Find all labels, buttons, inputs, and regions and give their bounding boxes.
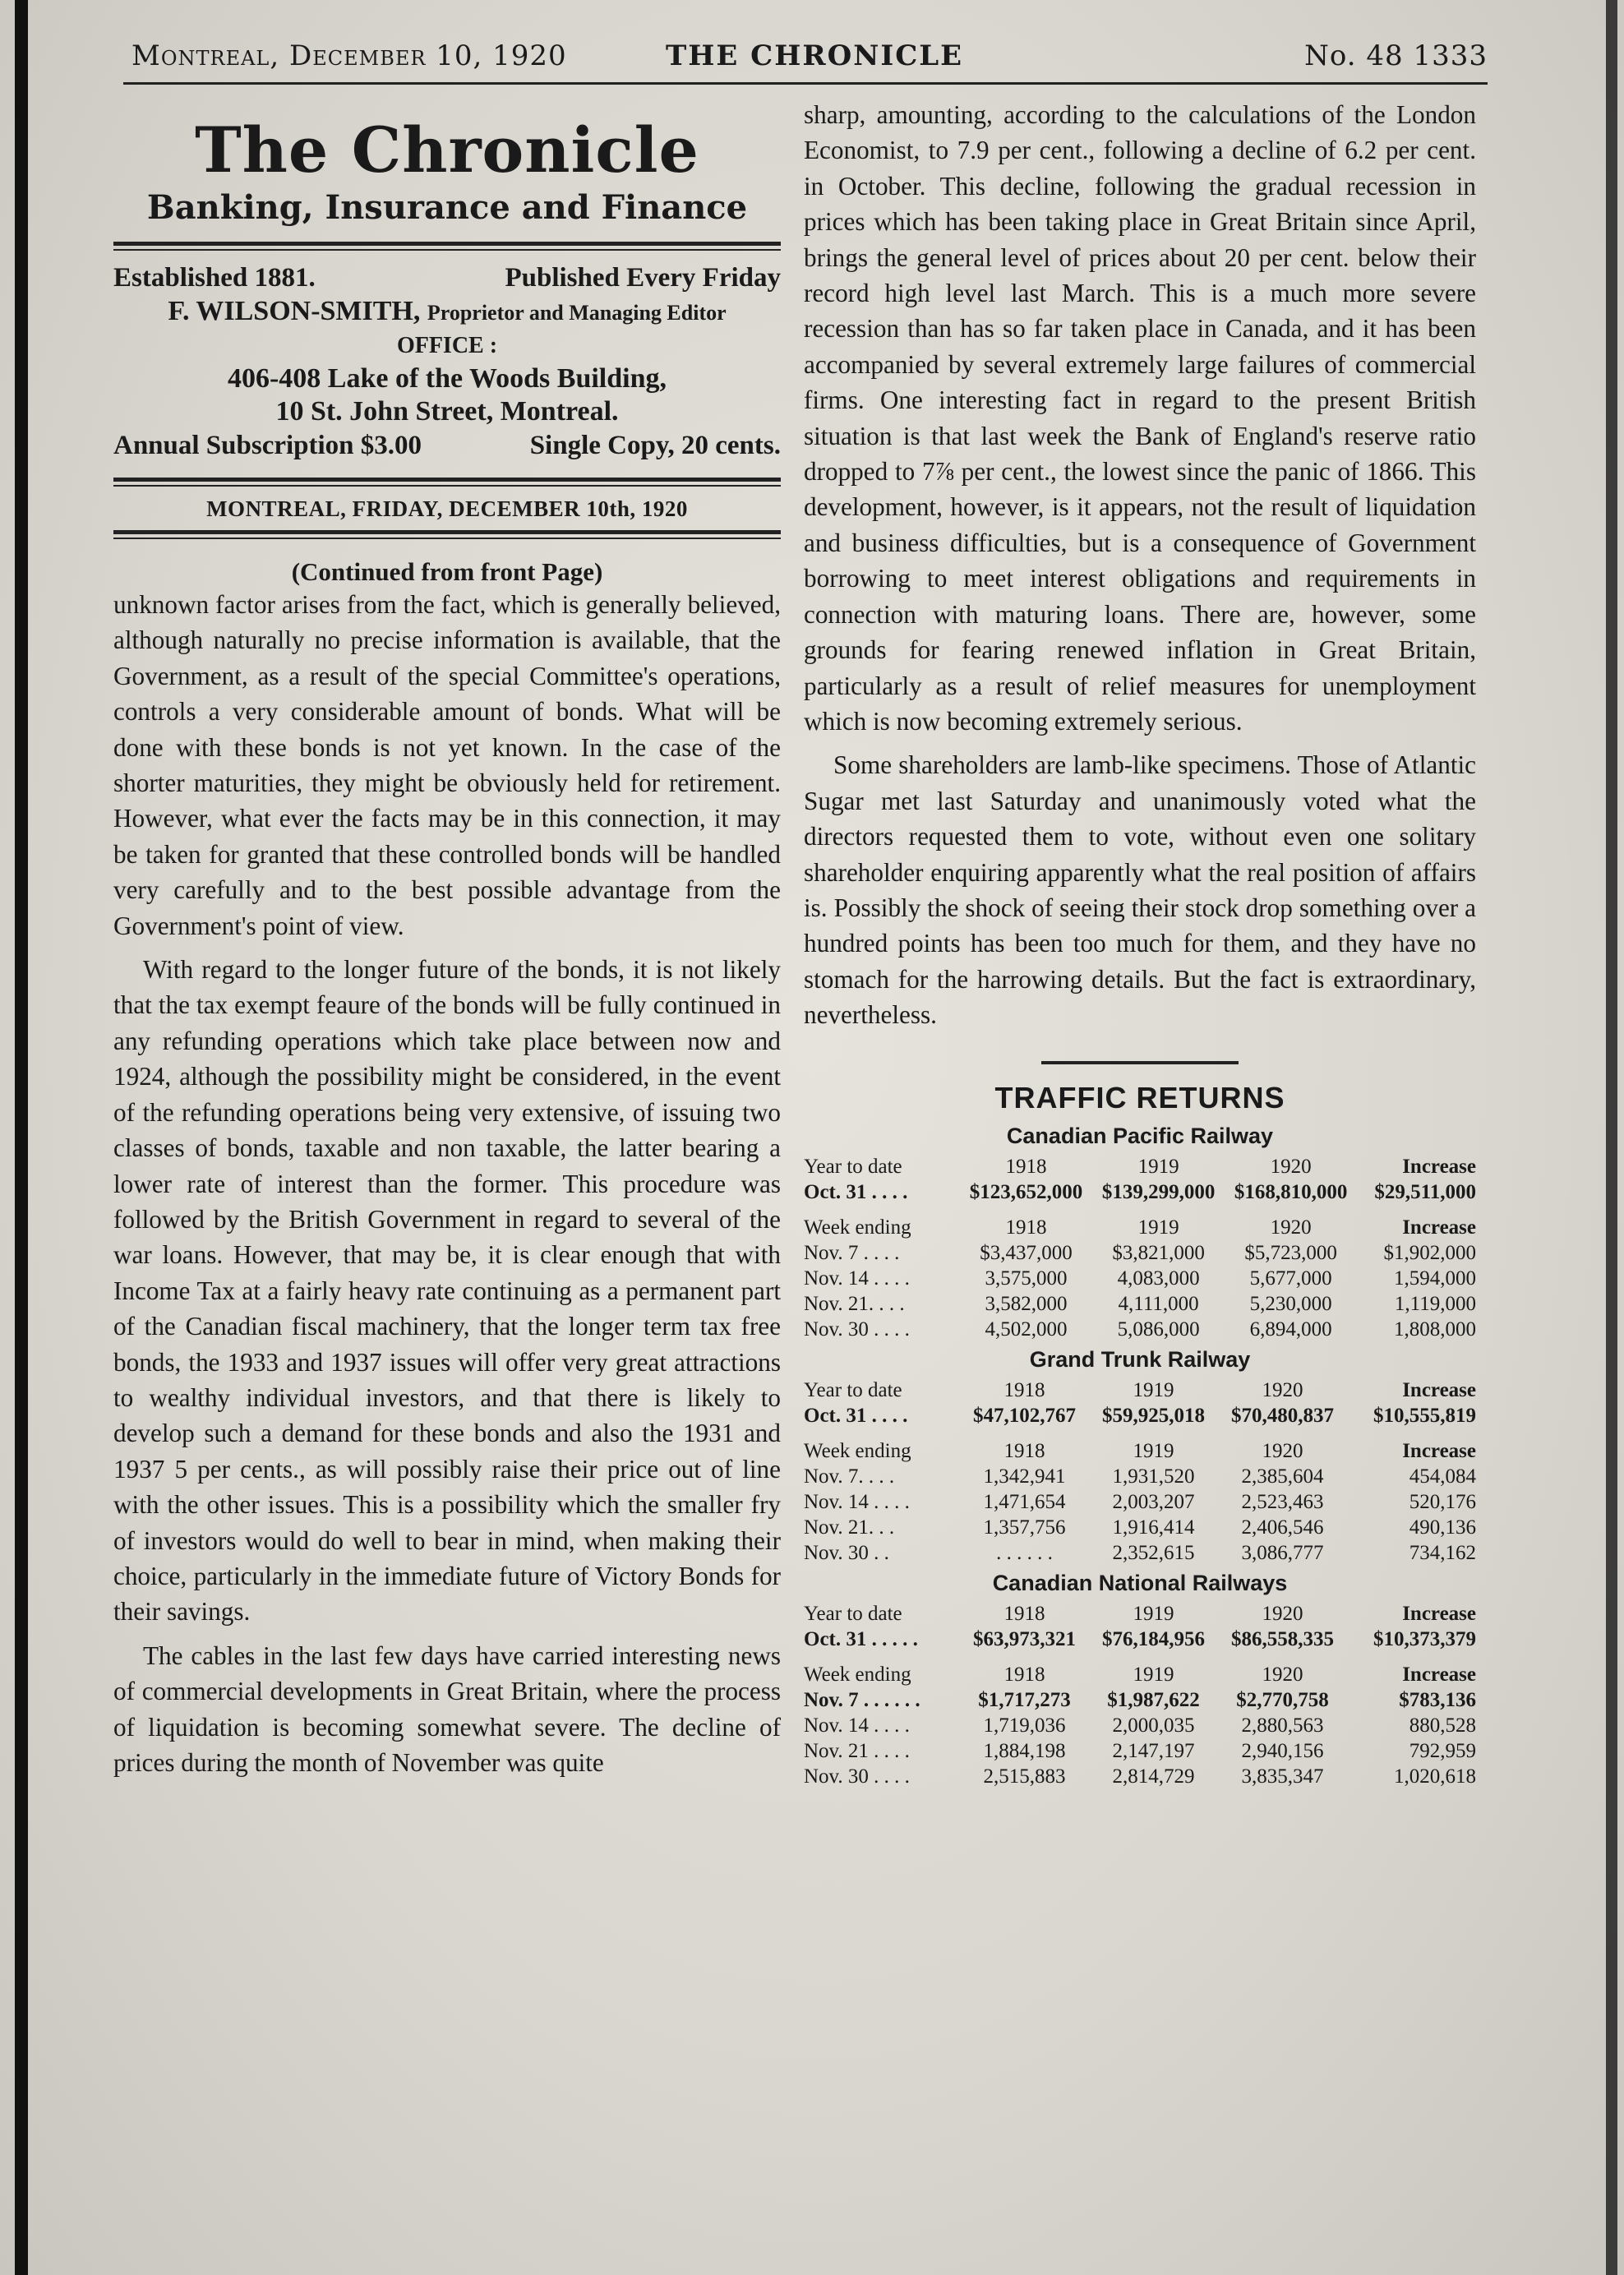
table-cell: Year to date [804, 1602, 902, 1625]
table-cell: 6,894,000 [1249, 1317, 1332, 1341]
masthead-rule [113, 242, 781, 251]
railway-section-gtr [804, 1347, 1476, 1566]
table-cell: $63,973,321 [973, 1627, 1076, 1650]
article-paragraph: sharp, amounting, according to the calculations of the London Economist, to 7.9 per cent., following a decline of 6.2 per cent. in October. This decline, following the gradual recession in prices which has been taking place in Great Britain since April, brings the general level of prices about 20 per cent. below their record high level last March. This is a much more severe recession than has so far taken place in Canada, and it has been accompanied by several extremely large failures of commercial firms. One interesting fact in regard to the present British situation is that last week the Bank of England's reserve ratio dropped to 7⅞ per cent., the lowest since the panic of 1866. This development, however, is it appears, not the result of liquidation and business difficulties, but is a consequence of Government borrowing to meet interest obligations and requirements in connection with maturing loans. There are, however, some grounds for fearing renewed inflation in Great Britain, particularly as a result of relief measures for unemployment which is now becoming extremely serious. [804, 100, 1476, 736]
table-cell: 4,083,000 [1117, 1267, 1200, 1290]
table-cell: 5,230,000 [1249, 1292, 1332, 1315]
table-cell: $5,723,000 [1244, 1241, 1337, 1264]
table-cell: 1,884,198 [983, 1739, 1066, 1762]
table-cell: 1,020,618 [1394, 1765, 1476, 1788]
article-paragraph: unknown factor arises from the fact, which is generally believed, although naturally no precise information is available, that the Government, as a result of the special Committee's operations, controls a very considerable amount of bonds. What will be done with these bonds is not yet known. In the case of the shorter maturities, they might be obviously held for retirement. However, what ever the facts may be in this connection, it may be taken for granted that these controlled bonds will be handled very carefully and to the best possible advantage from the Government's point of view. [113, 590, 781, 940]
table-cell: 1920 [1270, 1155, 1312, 1178]
table-row [804, 1179, 1476, 1205]
table-cell: Nov. 7 . . . . . . [804, 1688, 920, 1711]
table-cell: 734,162 [1409, 1541, 1476, 1564]
table-cell: 1919 [1137, 1155, 1179, 1178]
proprietor-role: Proprietor and Managing Editor [427, 301, 727, 325]
table-cell: $76,184,956 [1102, 1627, 1205, 1650]
table-row [804, 1515, 1476, 1540]
table-cell: 490,136 [1409, 1516, 1476, 1539]
continued-note: (Continued from front Page) [291, 557, 603, 586]
table-cell: Nov. 30 . . . . [804, 1317, 910, 1341]
table-cell: Increase [1402, 1439, 1476, 1462]
table-cell: Nov. 7 . . . . [804, 1241, 900, 1264]
table-cell: Increase [1402, 1663, 1476, 1686]
table-row [804, 1489, 1476, 1515]
scan-edge-right [1606, 0, 1617, 2275]
table-cell: Nov. 30 . . . . [804, 1765, 910, 1788]
subscription-info [113, 428, 781, 463]
table-cell: 1919 [1133, 1602, 1174, 1625]
table-cell: $47,102,767 [973, 1404, 1076, 1427]
table-cell: 1,119,000 [1394, 1292, 1476, 1315]
table-cell: 880,528 [1409, 1714, 1476, 1737]
table-cell: 3,575,000 [985, 1267, 1068, 1290]
table-cell: 1920 [1262, 1378, 1303, 1401]
table-cell: 1,357,756 [983, 1516, 1066, 1539]
table-cell: $2,770,758 [1236, 1688, 1329, 1711]
table-header-row [804, 1149, 1476, 1179]
running-head [123, 39, 1488, 81]
table-cell: $86,558,335 [1231, 1627, 1334, 1650]
proprietor-name: F. WILSON-SMITH, [168, 296, 421, 326]
table-cell: 1919 [1133, 1439, 1174, 1462]
right-column [804, 97, 1476, 1789]
running-head-date: Montreal, December 10, 1920 [131, 39, 567, 72]
railway-name: Grand Trunk Railway [1029, 1346, 1251, 1372]
table-cell: 1919 [1133, 1378, 1174, 1401]
table-cell: 3,582,000 [985, 1292, 1068, 1315]
table-cell: 1,808,000 [1394, 1317, 1476, 1341]
table-cell: 2,940,156 [1241, 1739, 1324, 1762]
table-cell: 1919 [1137, 1216, 1179, 1239]
scan-edge-left [15, 0, 28, 2275]
table-cell: Nov. 21. . . . [804, 1292, 905, 1315]
traffic-returns-title: TRAFFIC RETURNS [994, 1080, 1285, 1114]
table-cell: $1,902,000 [1383, 1241, 1476, 1264]
table-row [804, 1713, 1476, 1738]
table-cell: . . . . . . [996, 1541, 1053, 1564]
table-cell: 1918 [1003, 1602, 1045, 1625]
table-cell: Nov. 21 . . . . [804, 1739, 910, 1762]
table-row [804, 1291, 1476, 1317]
table-cell: 3,086,777 [1241, 1541, 1324, 1564]
table-cell: $29,511,000 [1374, 1180, 1476, 1203]
article-paragraph: With regard to the longer future of the bonds, it is not likely that the tax exempt feaure of the bonds will be fully continued in any refunding operations which take place between now and 1924, although the possibility might be considered, in the event of the refunding operations being very extensive, of issuing two classes of bonds, taxable and non taxable, the latter bearing a lower rate of interest than the former. This procedure was followed by the British Government in regard to several of the war loans. However, that may be, it is clear enough that with Income Tax at a fairly heavy rate continuing as a permanent part of the Canadian fiscal machinery, that the longer term tax free bonds, the 1933 and 1937 issues will offer very great attractions to wealthy individual investors, and that there is likely to develop such a demand for these bonds and also the 1931 and 1937 5 per cents., as will possibly raise their price out of line with the other issues. This is a possibility which the smaller fry of investors would do well to bear in mind, when making their choice, particularly in the immediate future of Victory Bonds for their savings. [113, 955, 781, 1627]
table-row [804, 1240, 1476, 1266]
table-cell: Oct. 31 . . . . [804, 1404, 908, 1427]
masthead-subtitle: Banking, Insurance and Finance [146, 188, 748, 227]
table-row [804, 1266, 1476, 1291]
table-cell: 2,147,197 [1112, 1739, 1195, 1762]
table-cell: Increase [1402, 1155, 1476, 1178]
traffic-table [804, 1149, 1476, 1342]
table-cell: 1918 [1005, 1216, 1047, 1239]
running-head-rule [123, 82, 1488, 85]
table-cell: 1,719,036 [983, 1714, 1066, 1737]
table-cell: 2,880,563 [1241, 1714, 1324, 1737]
published-text: Published Every Friday [505, 263, 781, 293]
office-label: OFFICE : [396, 333, 498, 358]
section-divider [1041, 1061, 1239, 1064]
table-cell: 1,471,654 [983, 1490, 1066, 1513]
table-cell: 4,502,000 [985, 1317, 1068, 1341]
running-head-title: THE CHRONICLE [666, 39, 964, 72]
table-cell: 5,086,000 [1117, 1317, 1200, 1341]
table-cell: 1918 [1003, 1663, 1045, 1686]
table-row [804, 1317, 1476, 1342]
table-row [804, 1540, 1476, 1566]
traffic-table [804, 1596, 1476, 1789]
dateline-rule-bottom [113, 530, 781, 539]
table-cell: Nov. 14 . . . . [804, 1267, 910, 1290]
article-paragraph: The cables in the last few days have carried interesting news of commercial developments in Great Britain, where the process of liquidation is becoming somewhat severe. The decline of prices during the month of November was quite [113, 1640, 781, 1777]
table-cell: $10,555,819 [1373, 1404, 1476, 1427]
table-row [804, 1627, 1476, 1652]
table-cell: 1920 [1262, 1602, 1303, 1625]
table-cell: Oct. 31 . . . . . [804, 1627, 918, 1650]
table-cell: 1,916,414 [1112, 1516, 1195, 1539]
table-cell: $70,480,837 [1231, 1404, 1334, 1427]
table-cell: $123,652,000 [969, 1180, 1083, 1203]
table-cell: 1919 [1133, 1663, 1174, 1686]
table-cell: Nov. 14 . . . . [804, 1714, 910, 1737]
table-cell: 454,084 [1409, 1465, 1476, 1488]
table-cell: Increase [1402, 1378, 1476, 1401]
table-cell: 4,111,000 [1118, 1292, 1199, 1315]
table-cell: Week ending [804, 1663, 911, 1686]
single-copy-price: Single Copy, 20 cents. [529, 431, 781, 460]
table-cell: $168,810,000 [1234, 1180, 1348, 1203]
table-cell: 2,406,546 [1241, 1516, 1324, 1539]
table-cell: Increase [1402, 1602, 1476, 1625]
table-cell: $139,299,000 [1101, 1180, 1216, 1203]
table-cell: 1920 [1262, 1663, 1303, 1686]
table-cell: 1920 [1262, 1439, 1303, 1462]
table-cell: 2,515,883 [983, 1765, 1066, 1788]
article-paragraph: Some shareholders are lamb-like specimens. Those of Atlantic Sugar met last Saturday and unanimously voted what the directors requested them to vote, without even one solitary shareholder enquiring apparently what the real position of affairs is. Possibly the shock of seeing their stock drop something over a hundred points has been too much for them, and they have no stomach for the harrowing details. But the fact is extraordinary, nevertheless. [804, 750, 1476, 1030]
dateline-rule-top [113, 478, 781, 487]
table-cell: Nov. 14 . . . . [804, 1490, 910, 1513]
table-cell: 1918 [1003, 1439, 1045, 1462]
publication-info [113, 261, 781, 295]
table-cell: 1,931,520 [1112, 1465, 1195, 1488]
railway-name: Canadian Pacific Railway [1006, 1123, 1274, 1148]
table-cell: 2,385,604 [1241, 1465, 1324, 1488]
table-cell: $3,437,000 [980, 1241, 1073, 1264]
table-header-row [804, 1596, 1476, 1627]
traffic-table [804, 1373, 1476, 1566]
established-text: Established 1881. [113, 263, 316, 293]
table-cell: 2,000,035 [1112, 1714, 1195, 1737]
table-header-row [804, 1205, 1476, 1240]
table-cell: 1,594,000 [1394, 1267, 1476, 1290]
table-cell: 792,959 [1409, 1739, 1476, 1762]
table-cell: $1,987,622 [1107, 1688, 1200, 1711]
table-cell: 2,523,463 [1241, 1490, 1324, 1513]
table-row [804, 1738, 1476, 1764]
table-row [804, 1464, 1476, 1489]
table-header-row [804, 1428, 1476, 1464]
masthead-title: The Chronicle [195, 113, 699, 187]
table-header-row [804, 1652, 1476, 1687]
table-cell: 520,176 [1409, 1490, 1476, 1513]
running-head-page-number: No. 48 1333 [1304, 39, 1488, 72]
proprietor-line [113, 295, 781, 330]
table-cell: $3,821,000 [1112, 1241, 1205, 1264]
table-cell: 2,003,207 [1112, 1490, 1195, 1513]
office-address-1: 406-408 Lake of the Woods Building, [227, 363, 667, 394]
table-cell: 1918 [1003, 1378, 1045, 1401]
table-row [804, 1764, 1476, 1789]
table-cell: Week ending [804, 1216, 911, 1239]
table-cell: Oct. 31 . . . . [804, 1180, 908, 1203]
table-cell: 1918 [1005, 1155, 1047, 1178]
table-cell: 5,677,000 [1249, 1267, 1332, 1290]
office-address-2: 10 St. John Street, Montreal. [275, 396, 619, 427]
table-row [804, 1403, 1476, 1428]
table-cell: 2,352,615 [1112, 1541, 1195, 1564]
table-cell: $1,717,273 [978, 1688, 1071, 1711]
railway-section-cnr [804, 1571, 1476, 1789]
table-cell: Nov. 30 . . [804, 1541, 889, 1564]
annual-subscription: Annual Subscription $3.00 [113, 431, 422, 460]
table-cell: Week ending [804, 1439, 911, 1462]
table-cell: $59,925,018 [1102, 1404, 1205, 1427]
table-row [804, 1687, 1476, 1713]
left-column [113, 97, 781, 1780]
table-cell: 3,835,347 [1241, 1765, 1324, 1788]
table-cell: 1,342,941 [983, 1465, 1066, 1488]
table-cell: $10,373,379 [1373, 1627, 1476, 1650]
railway-name: Canadian National Railways [992, 1570, 1288, 1595]
table-cell: 1920 [1270, 1216, 1312, 1239]
railway-section-cpr [804, 1124, 1476, 1342]
table-cell: Year to date [804, 1155, 902, 1178]
table-cell: 2,814,729 [1112, 1765, 1195, 1788]
table-cell: Nov. 21. . . [804, 1516, 895, 1539]
table-cell: Year to date [804, 1378, 902, 1401]
table-cell: Nov. 7. . . . [804, 1465, 895, 1488]
table-header-row [804, 1373, 1476, 1403]
table-cell: Increase [1402, 1216, 1476, 1239]
table-cell: $783,136 [1399, 1688, 1476, 1711]
dateline: MONTREAL, FRIDAY, DECEMBER 10th, 1920 [206, 496, 688, 521]
